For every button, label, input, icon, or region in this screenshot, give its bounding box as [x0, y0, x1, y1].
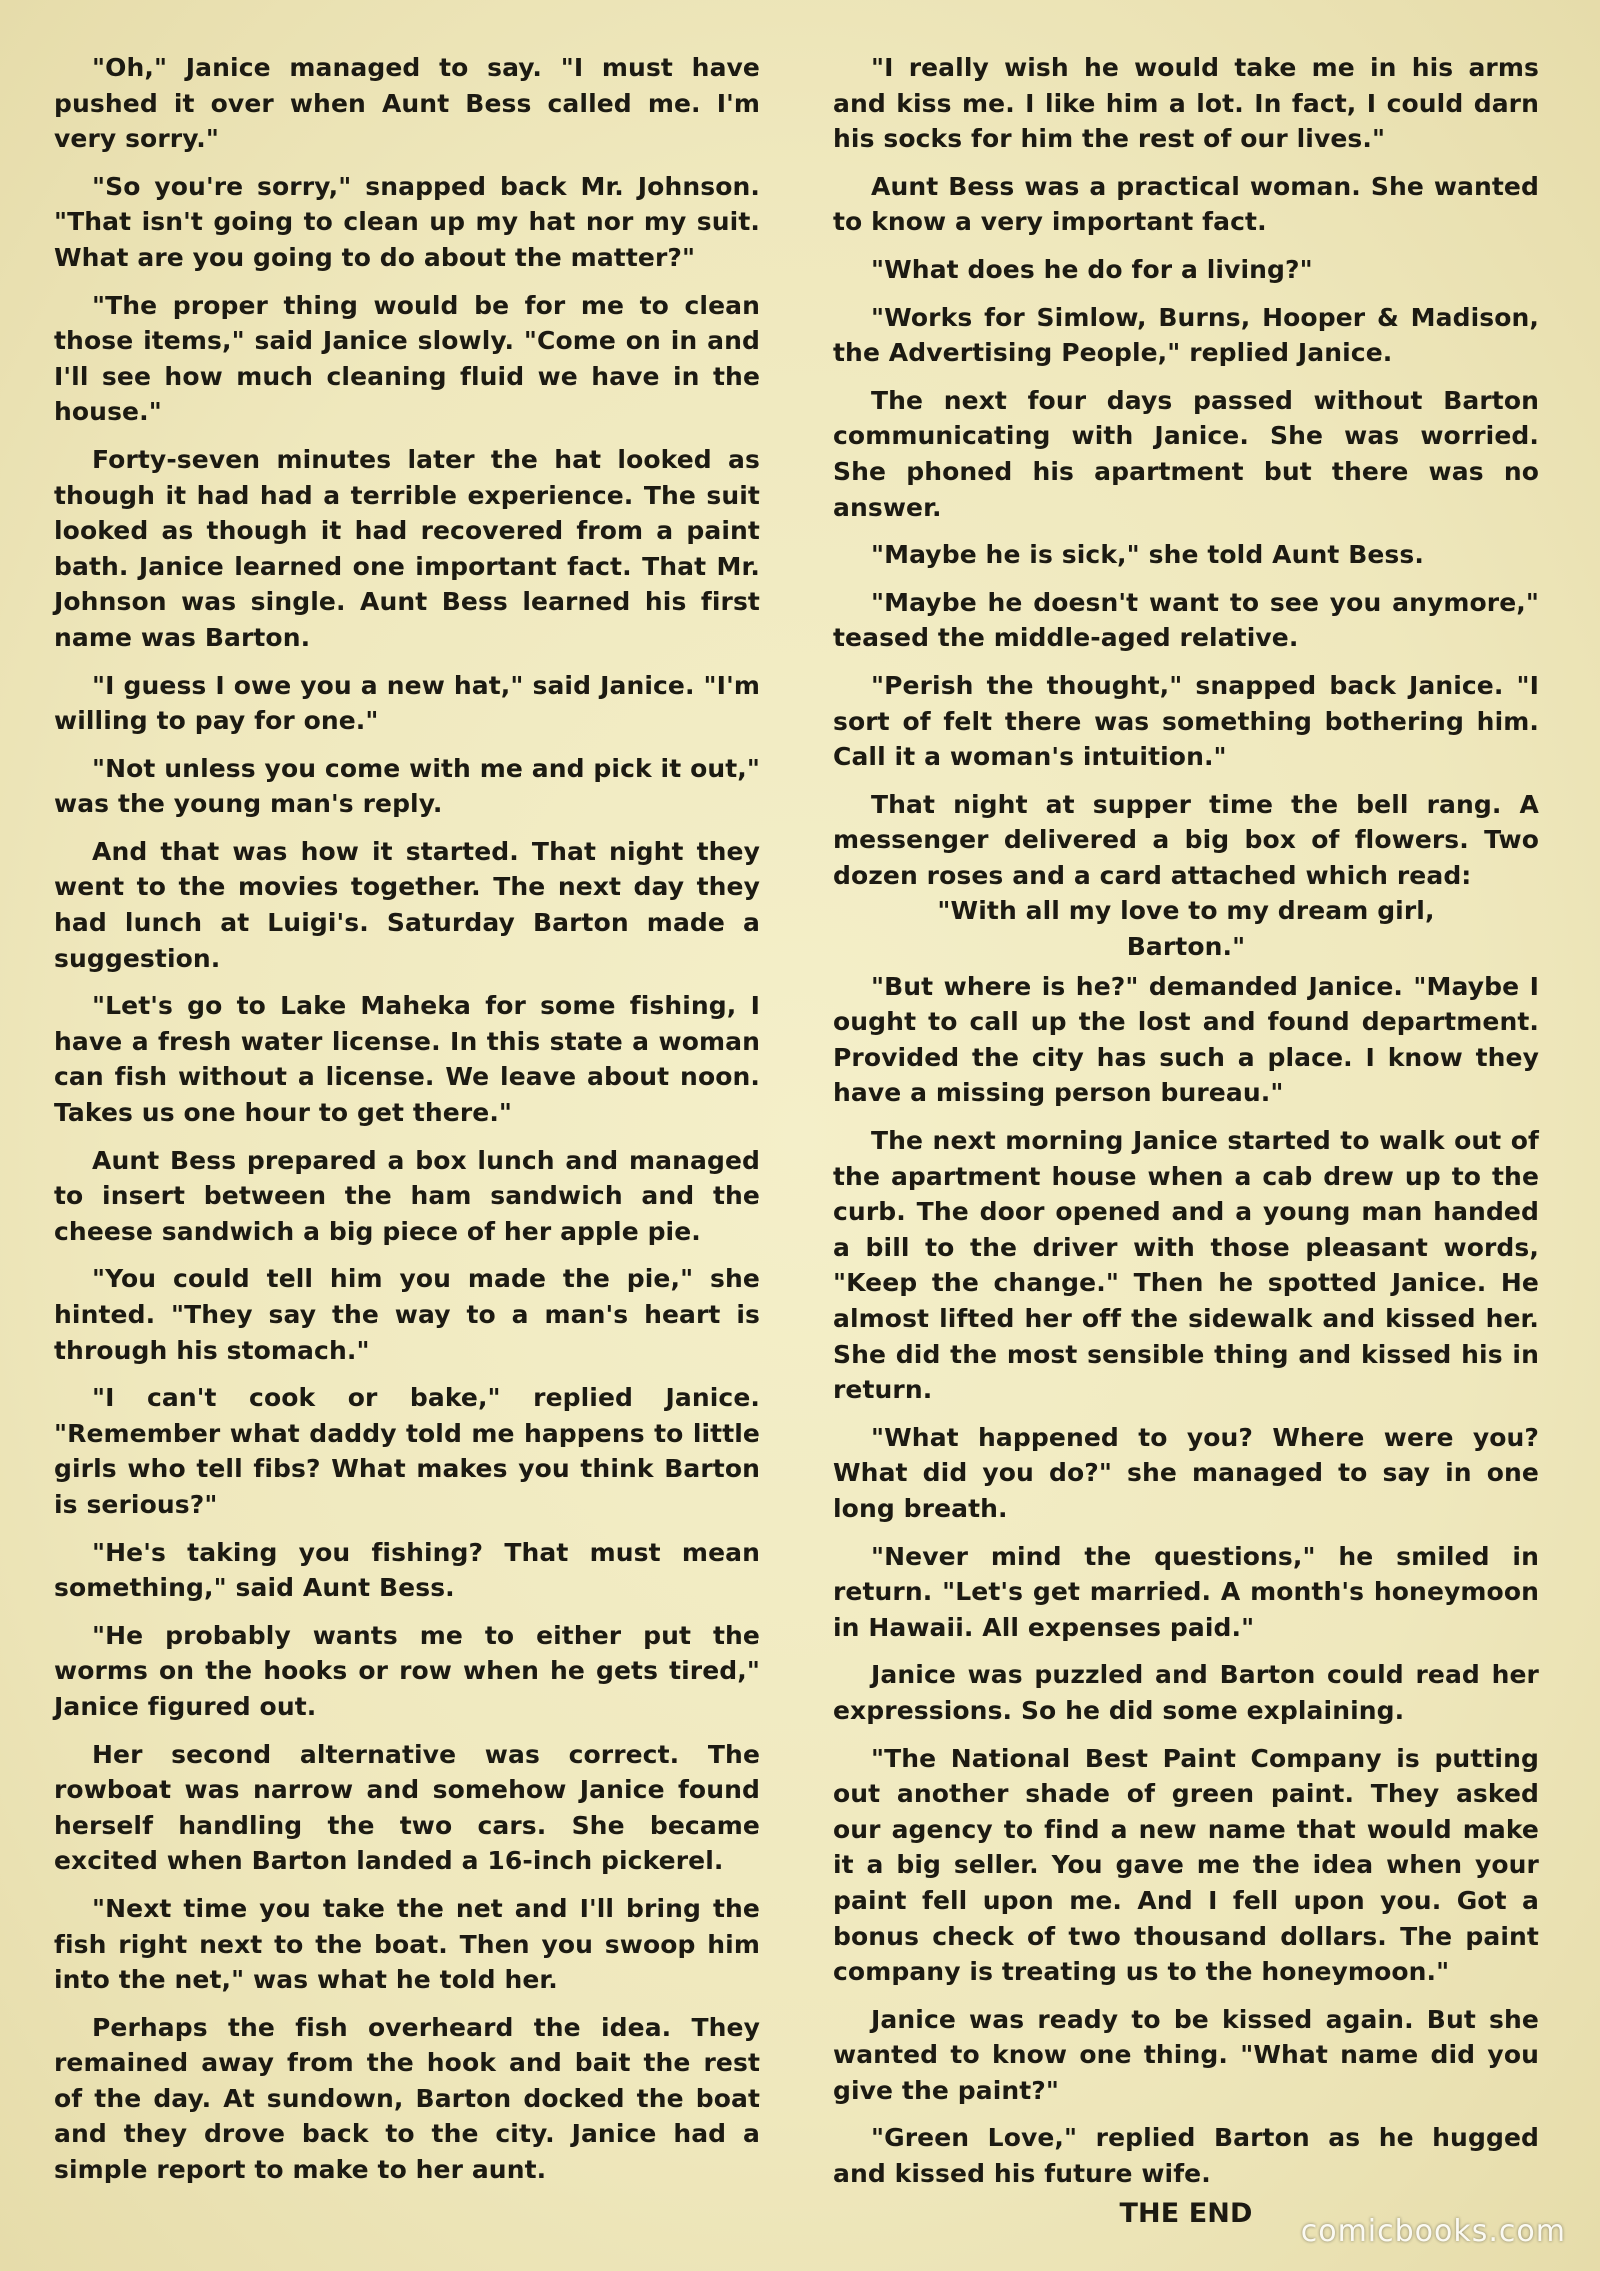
left-text-column	[54, 50, 760, 2200]
paragraph: "The proper thing would be for me to clean those items," said Janice slowly. "Come on in and I'll see how much cleaning fluid we have in the house."	[54, 290, 760, 427]
paragraph: "Green Love," replied Barton as he hugged and kissed his future wife.	[833, 2123, 1539, 2189]
paragraph: "Oh," Janice managed to say. "I must have pushed it over when Aunt Bess called me. I'm very sorry."	[54, 53, 760, 154]
paragraph: "What happened to you? Where were you? What did you do?" she managed to say in one long breath.	[833, 1422, 1539, 1523]
paragraph: "Let's go to Lake Maheka for some fishing, I have a fresh water license. In this state a woman can fish without a license. We leave about noon. Takes us one hour to get there."	[54, 991, 760, 1128]
paragraph: The next four days passed without Barton communicating with Janice. She was worried. She phoned his apartment but there was no answer.	[833, 385, 1539, 522]
paragraph: "Works for Simlow, Burns, Hooper & Madison, the Advertising People," replied Janice.	[833, 302, 1539, 368]
paragraph: "Maybe he doesn't want to see you anymore," teased the middle-aged relative.	[833, 587, 1539, 653]
paragraph: Forty-seven minutes later the hat looked as though it had had a terrible experience. The suit looked as though it had recovered from a paint bath. Janice learned one important fact. That Mr. Johnson was single. Aunt Bess learned his first name was Barton.	[54, 444, 760, 652]
paragraph: "I guess I owe you a new hat," said Janice. "I'm willing to pay for one."	[54, 670, 760, 736]
paragraph: "The National Best Paint Company is putting out another shade of green paint. They asked our agency to find a new name that would make it a big seller. You gave me the idea when your paint fell upon me. And I fell upon you. Got a bonus check of two thousand dollars. The paint company is treating us to the honeymoon."	[833, 1743, 1539, 1987]
paragraph: "Not unless you come with me and pick it out," was the young man's reply.	[54, 753, 761, 819]
paragraph: "You could tell him you made the pie," she hinted. "They say the way to a man's heart is through his stomach."	[54, 1264, 760, 1365]
paragraph: "I can't cook or bake," replied Janice. "Remember what daddy told me happens to little girls who tell fibs? What makes you think Barton is serious?"	[54, 1383, 760, 1519]
paragraph: Aunt Bess was a practical woman. She wanted to know a very important fact.	[833, 171, 1539, 237]
paragraph: "He probably wants me to either put the worms on the hooks or row when he gets tired," Janice figured out.	[54, 1620, 760, 1721]
right-text-column	[833, 50, 1539, 2243]
paragraph: "Never mind the questions," he smiled in return. "Let's get married. A month's honeymoon in Hawaii. All expenses paid."	[833, 1541, 1539, 1642]
paragraph: "But where is he?" demanded Janice. "Maybe I ought to call up the lost and found department. Provided the city has such a place. I know they have a missing person bureau."	[833, 971, 1539, 1108]
card-message-line: "With all my love to my dream girl,	[937, 896, 1435, 926]
paragraph: "Perish the thought," snapped back Janice. "I sort of felt there was something bothering him. Call it a woman's intuition."	[833, 670, 1539, 772]
paragraph: "I really wish he would take me in his arms and kiss me. I like him a lot. In fact, I could darn his socks for him the rest of our lives."	[833, 53, 1539, 154]
paragraph: Janice was puzzled and Barton could read her expressions. So he did some explaining.	[833, 1660, 1539, 1725]
paragraph: "What does he do for a living?"	[871, 254, 1313, 284]
paragraph: Janice was ready to be kissed again. But she wanted to know one thing. "What name did you give the paint?"	[833, 2004, 1539, 2105]
paragraph: Perhaps the fish overheard the idea. They remained away from the hook and bait the rest of the day. At sundown, Barton docked the boat and they drove back to the city. Janice had a simple report to make to her aunt.	[54, 2012, 760, 2185]
paragraph: And that was how it started. That night they went to the movies together. The next day they had lunch at Luigi's. Saturday Barton made a suggestion.	[54, 836, 760, 973]
paragraph: The next morning Janice started to walk out of the apartment house when a cab drew up to the curb. The door opened and a young man handed a bill to the driver with those pleasant words, "Keep the change." Then he spotted Janice. He almost lifted her off the sidewalk and kissed her. She did the most sensible thing and kissed his in return.	[833, 1126, 1539, 1405]
paragraph: "Maybe he is sick," she told Aunt Bess.	[871, 540, 1424, 570]
paragraph: That night at supper time the bell rang. A messenger delivered a big box of flowers. Two dozen roses and a card attached which read:	[833, 789, 1539, 890]
the-end-label: THE END	[1119, 2197, 1253, 2229]
paragraph: "Next time you take the net and I'll bring the fish right next to the boat. Then you swoop him into the net," was what he told her.	[54, 1893, 760, 1995]
paragraph: Aunt Bess prepared a box lunch and managed to insert between the ham sandwich and the cheese sandwich a big piece of her apple pie.	[54, 1145, 760, 1246]
card-signature-line: Barton."	[1126, 932, 1246, 962]
paragraph: "He's taking you fishing? That must mean something," said Aunt Bess.	[54, 1537, 760, 1603]
paragraph: "So you're sorry," snapped back Mr. Johnson. "That isn't going to clean up my hat nor my suit. What are you going to do about the matter?"	[54, 171, 760, 272]
paragraph: Her second alternative was correct. The rowboat was narrow and somehow Janice found herself handling the two cars. She became excited when Barton landed a 16-inch pickerel.	[54, 1739, 760, 1876]
site-watermark: comicbooks.com	[1300, 2214, 1566, 2249]
